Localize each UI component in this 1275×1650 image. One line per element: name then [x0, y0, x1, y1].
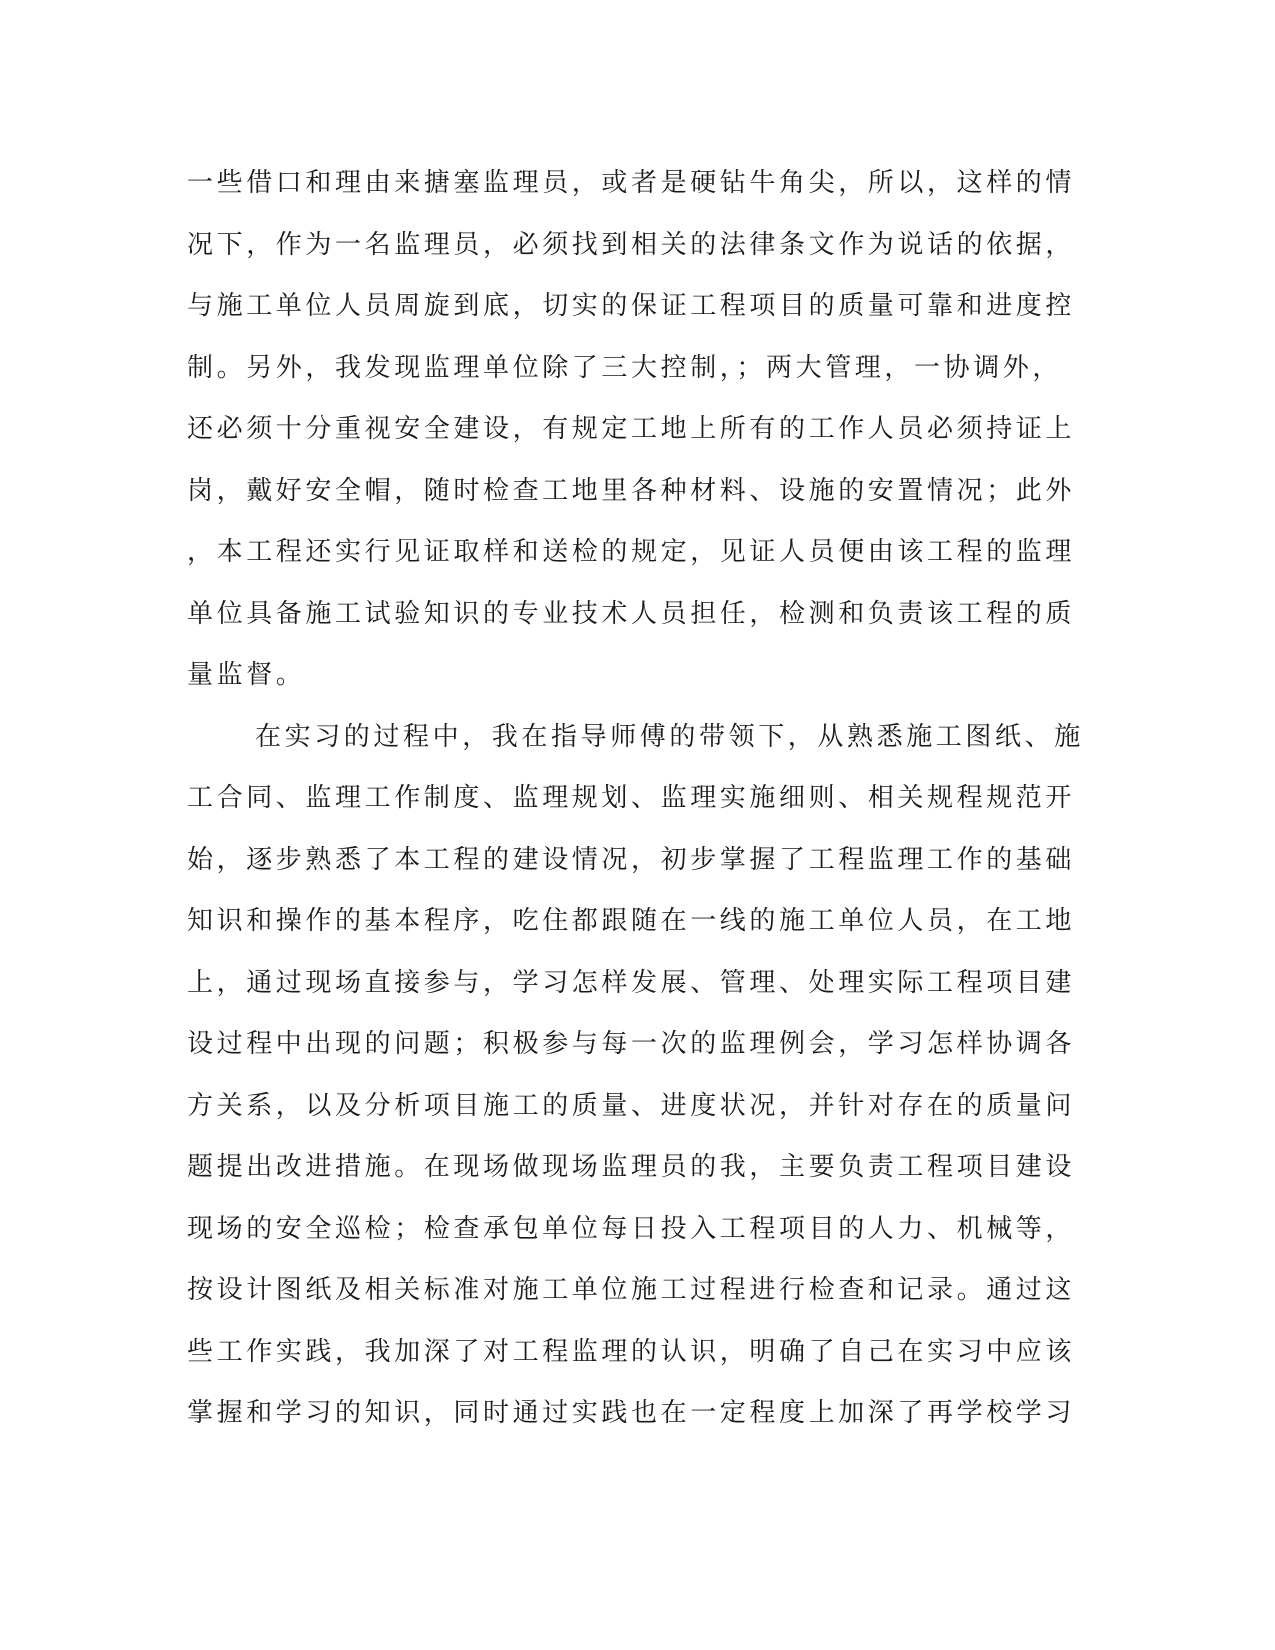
text-line: 岗，戴好安全帽，随时检查工地里各种材料、设施的安置情况；此外 — [187, 475, 1076, 506]
text-line: 按设计图纸及相关标准对施工单位施工过程进行检查和记录。通过这 — [187, 1275, 1076, 1305]
text-line: 些工作实践，我加深了对工程监理的认识，明确了自己在实习中应该 — [187, 1336, 1076, 1367]
text-line: 一些借口和理由来搪塞监理员，或者是硬钻牛角尖，所以，这样的情 — [187, 168, 1076, 198]
paragraph-2 — [187, 707, 1084, 1445]
text-line: 在实习的过程中，我在指导师傅的带领下，从熟悉施工图纸、施 — [255, 721, 1084, 752]
text-line: 掌握和学习的知识，同时通过实践也在一定程度上加深了再学校学习 — [187, 1398, 1076, 1428]
text-line: 单位具备施工试验知识的专业技术人员担任，检测和负责该工程的质 — [187, 598, 1076, 629]
text-line: 况下，作为一名监理员，必须找到相关的法律条文作为说话的依据， — [187, 229, 1076, 260]
text-line: 方关系，以及分析项目施工的质量、进度状况，并针对存在的质量问 — [187, 1090, 1076, 1121]
text-line: 设过程中出现的问题；积极参与每一次的监理例会，学习怎样协调各 — [187, 1029, 1076, 1059]
text-line: 现场的安全巡检；检查承包单位每日投入工程项目的人力、机械等， — [187, 1213, 1076, 1244]
text-line: 还必须十分重视安全建设，有规定工地上所有的工作人员必须持证上 — [187, 414, 1076, 444]
text-line: 题提出改进措施。在现场做现场监理员的我，主要负责工程项目建设 — [187, 1152, 1076, 1182]
text-line: ，本工程还实行见证取样和送检的规定，见证人员便由该工程的监理 — [187, 537, 1076, 567]
text-line: 量监督。 — [187, 660, 306, 690]
text-line: 与施工单位人员周旋到底，切实的保证工程项目的质量可靠和进度控 — [187, 291, 1076, 321]
text-line: 上，通过现场直接参与，学习怎样发展、管理、处理实际工程项目建 — [187, 967, 1076, 998]
text-line: 工合同、监理工作制度、监理规划、监理实施细则、相关规程规范开 — [187, 783, 1076, 813]
body-text — [187, 153, 1084, 1445]
paragraph-1 — [187, 153, 1077, 707]
text-line: 始，逐步熟悉了本工程的建设情况，初步掌握了工程监理工作的基础 — [187, 844, 1076, 875]
text-line: 制。另外，我发现监理单位除了三大控制，；两大管理，一协调外， — [187, 352, 1063, 383]
text-line: 知识和操作的基本程序，吃住都跟随在一线的施工单位人员，在工地 — [187, 906, 1076, 936]
